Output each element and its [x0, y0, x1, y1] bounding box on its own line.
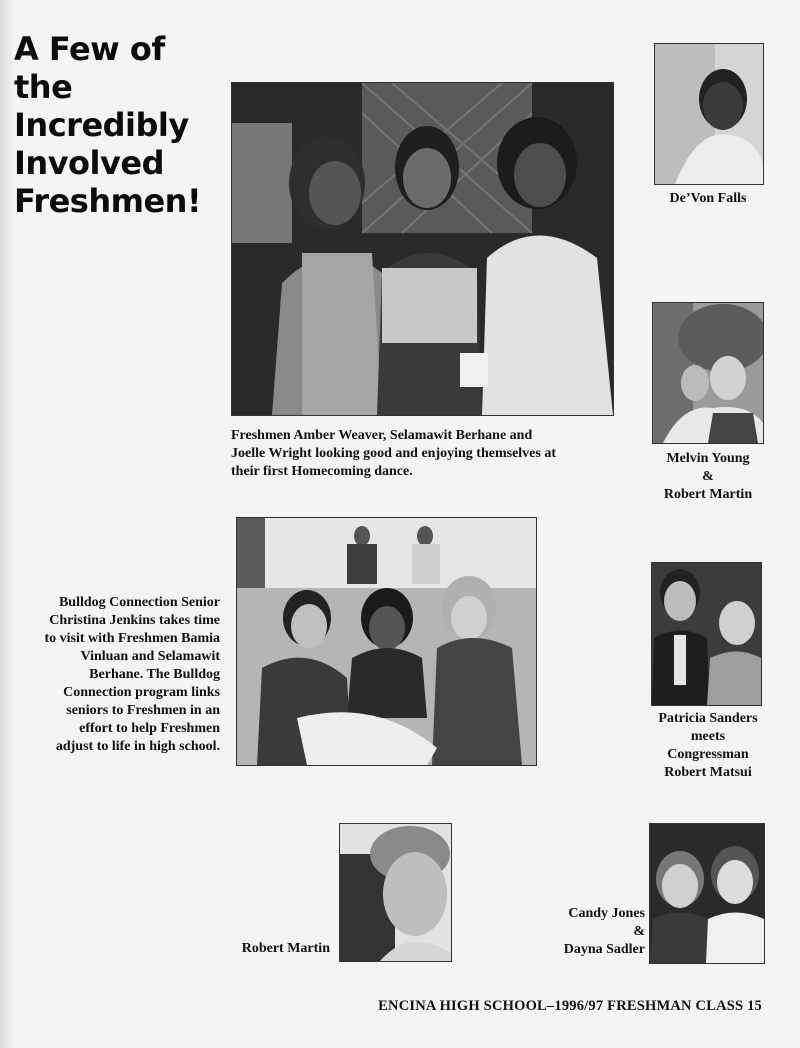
caption-line: Patricia Sanders	[658, 711, 758, 726]
homecoming-group-photo-icon	[232, 83, 613, 415]
caption-line: Robert Martin	[663, 487, 753, 502]
caption-line: Robert Martin	[241, 941, 330, 956]
caption-line: Connection program links	[63, 685, 220, 700]
caption-line: &	[702, 469, 714, 484]
page-edge	[0, 0, 14, 1048]
title-line: Freshmen!	[14, 182, 202, 220]
page-title	[14, 30, 214, 220]
portrait-photo-icon	[655, 44, 763, 184]
caption-line: De’Von Falls	[669, 191, 747, 206]
caption-line: Vinluan and Selamawit	[80, 649, 220, 664]
caption-line: Congressman	[667, 747, 749, 762]
melvin-robert-photo	[652, 302, 764, 444]
caption-line: Christina Jenkins takes time	[49, 613, 220, 628]
caption-line: meets	[690, 729, 726, 744]
caption-line: adjust to life in high school.	[55, 739, 220, 754]
devon-falls-caption	[640, 190, 776, 208]
caption-line: Candy Jones	[568, 906, 645, 921]
caption-line: Dayna Sadler	[563, 942, 645, 957]
caption-line: Berhane. The Bulldog	[89, 667, 220, 682]
caption-line: Robert Matsui	[664, 765, 752, 780]
title-line: the	[14, 68, 73, 106]
title-line: Involved	[14, 144, 164, 182]
homecoming-caption	[231, 427, 621, 481]
melvin-robert-caption	[640, 450, 776, 504]
caption-line: Bulldog Connection Senior	[58, 595, 220, 610]
candy-dayna-photo	[649, 823, 765, 964]
portrait-photo-icon	[340, 824, 451, 961]
candy-dayna-caption	[520, 905, 645, 959]
caption-line: effort to help Freshmen	[79, 721, 220, 736]
devon-falls-photo	[654, 43, 764, 185]
robert-martin-caption	[200, 940, 330, 958]
caption-line: seniors to Freshmen in an	[66, 703, 220, 718]
bulldog-connection-photo	[236, 517, 537, 766]
page-footer: ENCINA HIGH SCHOOL–1996/97 FRESHMAN CLASS 15	[378, 998, 762, 1014]
homecoming-photo	[231, 82, 614, 416]
caption-line: &	[633, 924, 645, 939]
robert-martin-photo	[339, 823, 452, 962]
group-seated-photo-icon	[237, 518, 536, 765]
title-line: A Few of	[14, 30, 165, 68]
sanders-matsui-photo	[651, 562, 762, 706]
caption-line: Freshmen Amber Weaver, Selamawit Berhane and	[231, 428, 533, 443]
caption-line: Joelle Wright looking good and enjoying themselves at	[231, 446, 557, 461]
caption-line: Melvin Young	[666, 451, 750, 466]
sanders-matsui-caption	[640, 710, 776, 782]
caption-line: their first Homecoming dance.	[231, 464, 413, 479]
pair-photo-icon	[653, 303, 763, 443]
bulldog-connection-caption	[8, 594, 220, 756]
pair-photo-icon	[650, 824, 764, 963]
title-line: Incredibly	[14, 106, 189, 144]
caption-line: to visit with Freshmen Bamia	[44, 631, 220, 646]
pair-photo-icon	[652, 563, 761, 705]
